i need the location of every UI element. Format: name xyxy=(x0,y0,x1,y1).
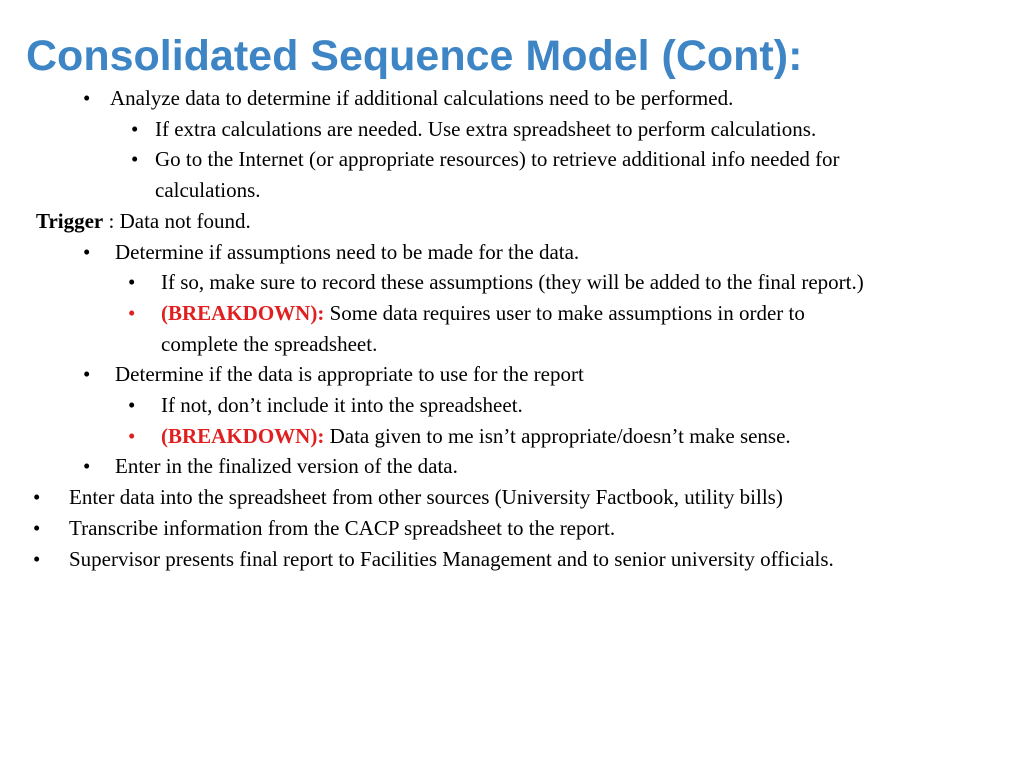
breakdown-item-text xyxy=(161,298,886,359)
breakdown-item xyxy=(0,298,1023,359)
bullet-icon: • xyxy=(128,423,136,448)
list-item xyxy=(0,359,1023,390)
list-item xyxy=(0,544,1023,575)
list-item-text: Supervisor presents final report to Facilities Management and to senior university officials. xyxy=(69,546,834,571)
list-item-text: Enter data into the spreadsheet from other sources (University Factbook, utility bills) xyxy=(69,485,783,510)
list-item-text: If so, make sure to record these assumptions (they will be added to the final report.) xyxy=(161,270,864,295)
bullet-icon: • xyxy=(33,485,41,510)
list-item-text: Enter in the finalized version of the data. xyxy=(115,454,458,479)
bullet-icon: • xyxy=(131,147,139,172)
trigger-line xyxy=(0,206,1023,237)
breakdown-label: (BREAKDOWN): xyxy=(161,300,325,325)
list-item-text: Analyze data to determine if additional calculations need to be performed. xyxy=(110,86,734,110)
bullet-icon: • xyxy=(83,239,91,264)
list-item xyxy=(0,267,1023,298)
list-item-text: Determine if the data is appropriate to use for the report xyxy=(115,362,584,387)
list-item-text: Transcribe information from the CACP spreadsheet to the report. xyxy=(69,515,616,540)
trigger-label: Trigger xyxy=(36,208,104,233)
bullet-icon: • xyxy=(33,546,41,571)
list-item xyxy=(0,451,1023,482)
list-item xyxy=(0,390,1023,421)
bullet-icon: • xyxy=(131,116,139,141)
list-item xyxy=(0,114,1023,145)
bullet-icon: • xyxy=(128,393,136,418)
list-item xyxy=(0,237,1023,268)
bullet-icon: • xyxy=(83,454,91,479)
list-item-text: Determine if assumptions need to be made for the data. xyxy=(115,239,580,264)
list-item-text: Go to the Internet (or appropriate resources) to retrieve additional info needed for calculations. xyxy=(155,147,840,203)
slide-content xyxy=(0,83,1023,574)
list-item xyxy=(0,513,1023,544)
list-item-text: If extra calculations are needed. Use extra spreadsheet to perform calculations. xyxy=(155,116,817,141)
bullet-icon: • xyxy=(128,270,136,295)
breakdown-item-text xyxy=(161,421,886,452)
bullet-icon: • xyxy=(83,362,91,387)
trigger-text: : Data not found. xyxy=(103,208,251,233)
list-item xyxy=(0,144,1023,205)
bullet-icon: • xyxy=(33,515,41,540)
list-item xyxy=(0,482,1023,513)
breakdown-text: Data given to me isn’t appropriate/doesn’t make sense. xyxy=(324,423,791,448)
list-item-text: If not, don’t include it into the spreadsheet. xyxy=(161,393,523,418)
breakdown-text: Some data requires user to make assumptions in order to complete the spreadsheet. xyxy=(161,300,805,356)
breakdown-label: (BREAKDOWN): xyxy=(161,423,325,448)
bullet-icon: • xyxy=(83,86,91,110)
list-item xyxy=(0,83,1023,114)
bullet-icon: • xyxy=(128,300,136,325)
breakdown-item xyxy=(0,421,1023,452)
slide-title: Consolidated Sequence Model (Cont): xyxy=(26,32,803,80)
